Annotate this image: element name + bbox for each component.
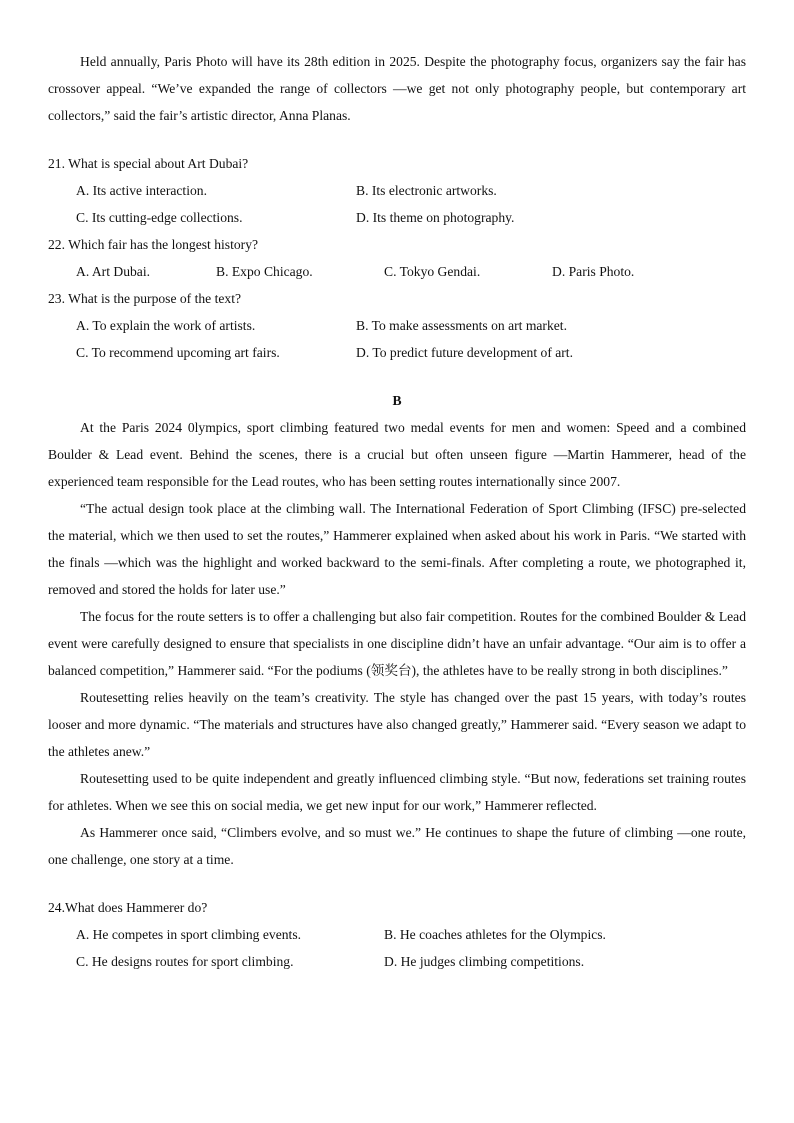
passage-paragraph: Routesetting used to be quite independent and greatly influenced climbing style. “But now, federations set training routes for athletes. When we see this on social media, we get new input for our work,” Hammerer reflected. — [48, 771, 746, 813]
options-row — [48, 312, 746, 339]
option-a: A. To explain the work of artists. — [76, 318, 256, 333]
options-row — [48, 177, 746, 204]
intro-paragraph: Held annually, Paris Photo will have its 28th edition in 2025. Despite the photography focus, organizers say the fair has crossover appeal. “We’ve expanded the range of collectors —we get not only photography people, but contemporary art collectors,” said the fair’s artistic director, Anna Planas. — [48, 54, 746, 123]
option-b: B. To make assessments on art market. — [356, 318, 567, 333]
option-d: D. To predict future development of art. — [356, 345, 573, 360]
question-24 — [48, 894, 746, 975]
option-c: C. To recommend upcoming art fairs. — [76, 345, 280, 360]
passage-paragraph: The focus for the route setters is to offer a challenging but also fair competition. Routes for the combined Boulder & Lead event were carefully designed to ensure that specialists in one discipline didn’t have an unfair advantage. “Our aim is to offer a balanced competition,” Hammerer said. “For the podiums (领奖台), the athletes have to be really strong in both disciplines.” — [48, 609, 746, 678]
option-d: D. Its theme on photography. — [356, 210, 515, 225]
passage-paragraph: Routesetting relies heavily on the team’s creativity. The style has changed over the past 15 years, with today’s routes looser and more dynamic. “The materials and structures have also changed greatly,” Hammerer said. “Every season we adapt to the athletes anew.” — [48, 690, 746, 759]
question-22 — [48, 231, 746, 285]
options-row — [48, 339, 746, 366]
spacer — [48, 366, 746, 387]
option-d: D. He judges climbing competitions. — [384, 954, 585, 969]
question-stem: 21. What is special about Art Dubai? — [48, 156, 249, 171]
passage-paragraph: As Hammerer once said, “Climbers evolve, and so must we.” He continues to shape the future of climbing —one route, one challenge, one story at a time. — [48, 825, 746, 867]
question-stem: 23. What is the purpose of the text? — [48, 291, 242, 306]
option-a: A. He competes in sport climbing events. — [76, 927, 302, 942]
question-stem: 24.What does Hammerer do? — [48, 900, 208, 915]
question-stem: 22. Which fair has the longest history? — [48, 237, 259, 252]
exam-page — [48, 48, 746, 975]
question-21 — [48, 150, 746, 231]
question-23 — [48, 285, 746, 366]
option-a: A. Art Dubai. — [76, 264, 151, 279]
options-row — [48, 948, 746, 975]
option-c: C. Its cutting-edge collections. — [76, 210, 243, 225]
option-c: C. Tokyo Gendai. — [384, 264, 481, 279]
spacer — [48, 129, 746, 150]
option-a: A. Its active interaction. — [76, 183, 207, 198]
option-b: B. Its electronic artworks. — [356, 183, 497, 198]
passage-paragraph: “The actual design took place at the climbing wall. The International Federation of Sport Climbing (IFSC) pre-selected the material, which we then used to set the routes,” Hammerer explained when asked about his work in Paris. “We started with the finals —which was the highlight and worked backward to the semi-finals. After completing a route, we photographed it, removed and stored the holds for later use.” — [48, 501, 746, 597]
option-b: B. Expo Chicago. — [216, 264, 313, 279]
options-row — [48, 204, 746, 231]
section-title: B — [392, 393, 402, 408]
option-b: B. He coaches athletes for the Olympics. — [384, 927, 606, 942]
options-row — [48, 921, 746, 948]
spacer — [48, 873, 746, 894]
passage-paragraph: At the Paris 2024 0lympics, sport climbing featured two medal events for men and women: Speed and a combined Boulder & Lead event. Behind the scenes, there is a crucial but often unseen figure —Martin Hammerer, head of the experienced team responsible for the Lead routes, who has been setting routes internationally since 2007. — [48, 420, 746, 489]
option-d: D. Paris Photo. — [552, 264, 635, 279]
options-row — [48, 258, 746, 285]
option-c: C. He designs routes for sport climbing. — [76, 954, 294, 969]
